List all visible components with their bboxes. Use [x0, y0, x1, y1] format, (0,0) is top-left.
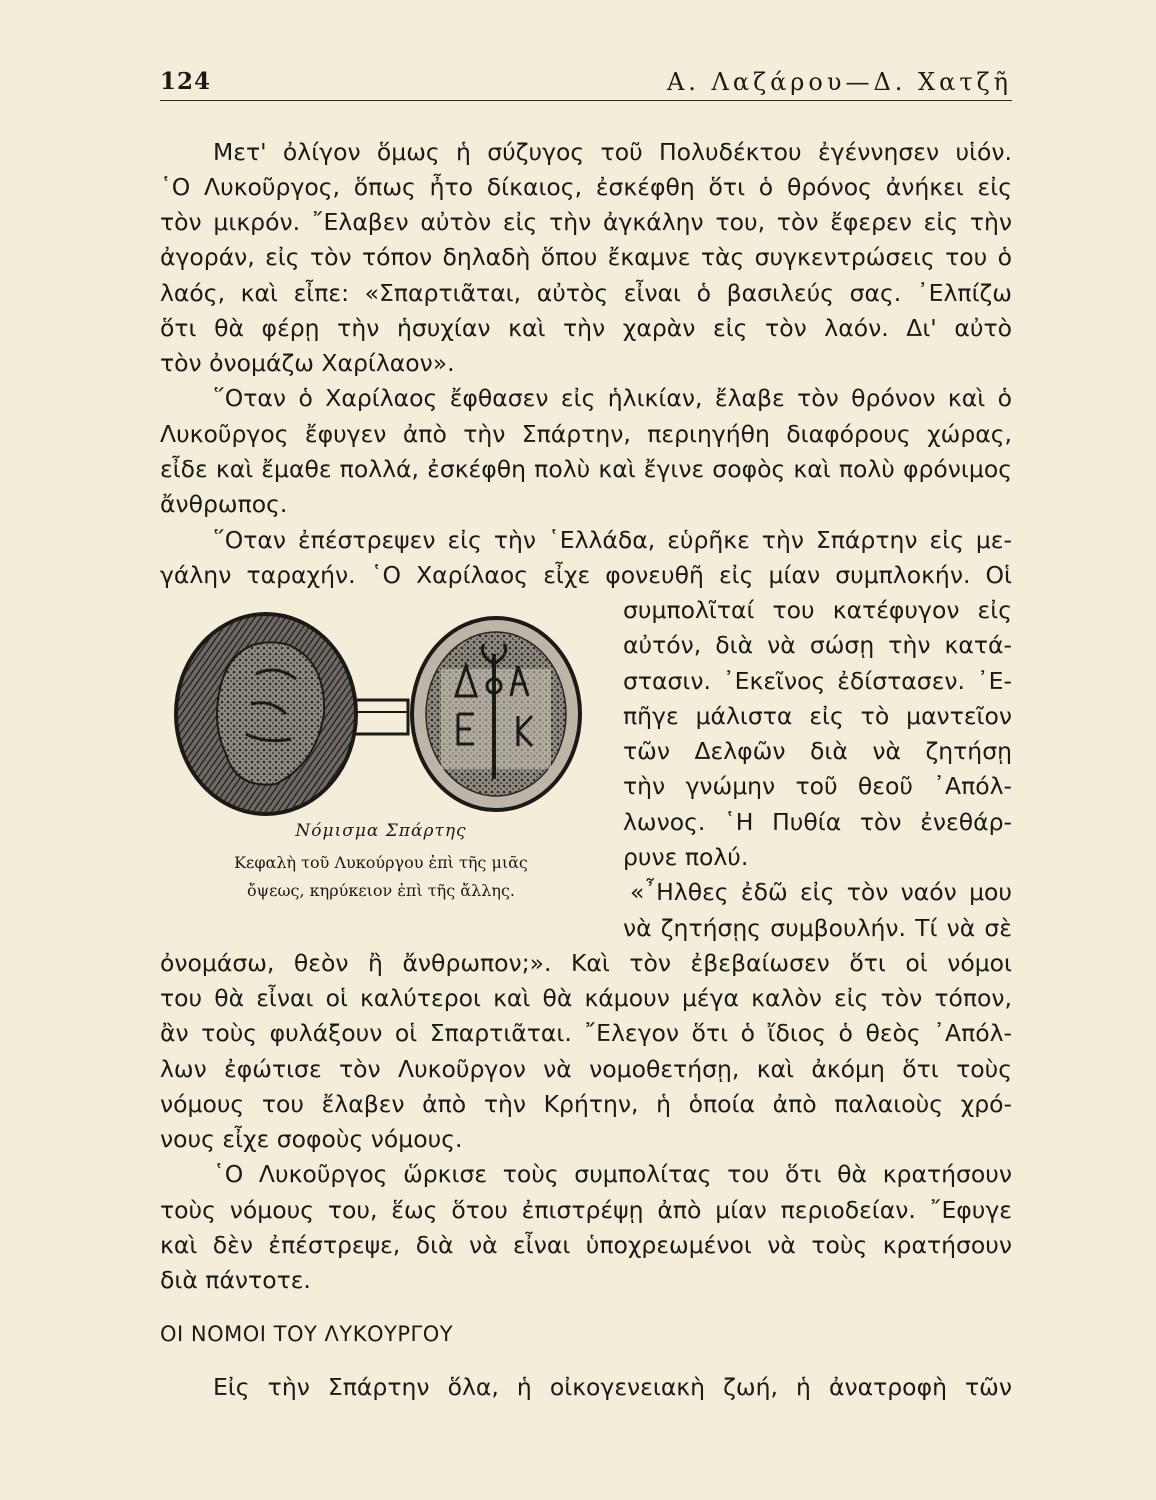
text-line: τοὺς νόμους του, ἕως ὅτου ἐπιστρέψῃ ἀπὸ μίαν περιοδείαν. ῎Εφυγε	[160, 1196, 1012, 1224]
text-line: ἀγοράν, εἰς τὸν τόπον δηλαδὴ ὅπου ἔκαμνε τὰς συγκεντρώσεις του ὁ	[160, 243, 1012, 271]
text-line: λων ἐφώτισε τὸν Λυκοῦργον νὰ νομοθετήσῃ, καὶ ἀκόμη ὅτι τοὺς	[160, 1055, 1012, 1083]
page-header	[160, 64, 1012, 101]
section-title: ΟΙ ΝΟΜΟΙ ΤΟΥ ΛΥΚΟΥΡΓΟΥ	[160, 1322, 454, 1346]
text-line: καὶ δὲν ἐπέστρεψε, διὰ νὰ εἶναι ὑποχρεωμένοι νὰ τοὺς κρατήσουν	[160, 1231, 1012, 1259]
text-line: πῆγε μάλιστα εἰς τὸ μαντεῖον	[623, 702, 1012, 730]
text-line: τὸν μικρόν. ῎Ελαβεν αὐτὸν εἰς τὴν ἀγκάλην του, τὸν ἔφερεν εἰς τὴν	[160, 208, 1012, 236]
text-line: αὐτόν, διὰ νὰ σώσῃ τὴν κατά-	[623, 631, 1012, 659]
text-line: Εἰς τὴν Σπάρτην ὅλα, ἡ οἰκογενειακὴ ζωή, ἡ ἀνατροφὴ τῶν	[213, 1373, 1012, 1401]
text-line: τὴν γνώμην τοῦ θεοῦ ᾽Απόλ-	[623, 772, 1012, 800]
text-line: ὀνομάσω, θεὸν ἢ ἄνθρωπον;». Καὶ τὸν ἐβεβαίωσεν ὅτι οἱ νόμοι	[160, 949, 1012, 977]
figure-title: Νόμισμα Σπάρτης	[295, 821, 467, 841]
text-line: Μετ' ὀλίγον ὅμως ἡ σύζυγος τοῦ Πολυδέκτου ἐγέννησεν υἱόν.	[213, 138, 1012, 166]
text-line: «῏Ηλθες ἐδῶ εἰς τὸν ναόν μου	[630, 878, 1012, 906]
text-line: νους εἶχε σοφοὺς νόμους.	[160, 1125, 463, 1153]
figure-caption-line: ὄψεως, κηρύκειον ἐπὶ τῆς ἄλλης.	[246, 881, 516, 900]
text-line: νόμους του ἔλαβεν ἀπὸ τὴν Κρήτην, ἡ ὁποία ἀπὸ παλαιοὺς χρό-	[160, 1090, 1012, 1118]
text-line: ῞Οταν ἐπέστρεψεν εἰς τὴν ῾Ελλάδα, εὑρῆκε τὴν Σπάρτην εἰς με-	[213, 526, 1012, 554]
text-line: διὰ πάντοτε.	[160, 1266, 311, 1294]
text-line: τῶν Δελφῶν διὰ νὰ ζητήσῃ	[623, 737, 1012, 765]
text-line: λαός, καὶ εἶπε: «Σπαρτιᾶται, αὐτὸς εἶναι ὁ βασιλεύς σας. ᾽Ελπίζω	[160, 279, 1012, 307]
text-line: του θὰ εἶναι οἱ καλύτεροι καὶ θὰ κάμουν μέγα καλὸν εἰς τὸν τόπον,	[160, 984, 1012, 1012]
spartan-coin-illustration	[166, 604, 596, 816]
text-line: ῾Ο Λυκοῦργος ὥρκισε τοὺς συμπολίτας του ὅτι θὰ κρατήσουν	[213, 1160, 1012, 1188]
coin-figure	[166, 604, 596, 816]
figure-caption-line: Κεφαλὴ τοῦ Λυκούργου ἐπὶ τῆς μιᾶς	[234, 853, 528, 872]
text-line: στασιν. ᾽Εκεῖνος ἐδίστασεν. ᾽Ε-	[623, 667, 1012, 695]
text-line: τὸν ὀνομάζω Χαρίλαον».	[160, 349, 455, 377]
text-line: εἶδε καὶ ἔμαθε πολλά, ἐσκέφθη πολὺ καὶ ἔγινε σοφὸς καὶ πολὺ φρόνιμος	[160, 455, 1012, 483]
text-line: ἂν τοὺς φυλάξουν οἱ Σπαρτιᾶται. ῎Ελεγον ὅτι ὁ ἴδιος ὁ θεὸς ᾽Απόλ-	[160, 1019, 1012, 1047]
text-line: συμπολῖταί του κατέφυγον εἰς	[623, 596, 1012, 624]
text-line: Λυκοῦργος ἔφυγεν ἀπὸ τὴν Σπάρτην, περιηγήθη διαφόρους χώρας,	[160, 420, 1012, 448]
text-line: λωνος. ῾Η Πυθία τὸν ἐνεθάρ-	[623, 808, 1012, 836]
text-line: ρυνε πολύ.	[623, 843, 749, 871]
running-head: Α. Λαζάρου—Δ. Χατζῆ	[666, 68, 1012, 96]
text-line: ῾Ο Λυκοῦργος, ὅπως ἦτο δίκαιος, ἐσκέφθη ὅτι ὁ θρόνος ἀνήκει εἰς	[160, 173, 1012, 201]
text-line: ῞Οταν ὁ Χαρίλαος ἔφθασεν εἰς ἡλικίαν, ἔλαβε τὸν θρόνον καὶ ὁ	[213, 384, 1012, 412]
text-line: γάλην ταραχήν. ῾Ο Χαρίλαος εἶχε φονευθῆ εἰς μίαν συμπλοκήν. Οἱ	[160, 561, 1012, 589]
text-line: ὅτι θὰ φέρῃ τὴν ἡσυχίαν καὶ τὴν χαρὰν εἰς τὸν λαόν. Δι' αὐτὸ	[160, 314, 1012, 342]
page-number: 124	[160, 68, 212, 95]
text-line: νὰ ζητήσῃς συμβουλήν. Τί νὰ σὲ	[623, 914, 1012, 942]
text-line: ἄνθρωπος.	[160, 490, 288, 518]
